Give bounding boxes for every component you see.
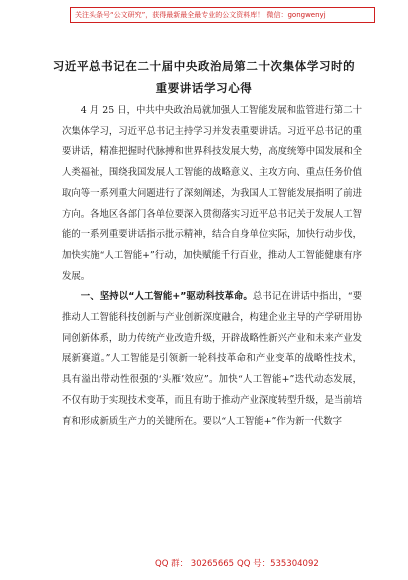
document-title-line-1: 习近平总书记在二十届中央政治局第二十次集体学习时的	[52, 59, 356, 73]
section-1-text: 总书记在讲话中指出，“要推动人工智能科技创新与产业创新深度融合，构建企业主导的产学研用协同创新体系，助力传统产业改造升级，开辟战略性新兴产业和未来产业发展新赛道。”人工智能是引领新一轮科技革命和产业变革的战略性技术，具有溢出带动性很强的‘头雁’效应”。加快“人工智能+”迭代动态发展，不仅有助于实现技术变革，而且有助于推动产业深度转型升级，是当前培育和形成新质生产力的关键所在。要以“人工智能+”作为新一代数字	[62, 291, 363, 427]
footer-qq-group: QQ 群： 30265665	[155, 559, 235, 569]
paragraph-section-1	[62, 287, 362, 432]
document-title-line-2: 重要讲话学习心得	[155, 81, 253, 95]
promo-banner: 关注头条号“公文研究”，获得最新最全最专业的公文资料库！ 微信：gongwenyj	[70, 7, 375, 23]
document-body	[62, 101, 362, 432]
paragraph-intro: 4 月 25 日，中共中央政治局就加强人工智能发展和监管进行第二十次集体学习，习近平总书记主持学习并发表重要讲话。习近平总书记的重要讲话，精准把握时代脉搏和世界科技发展大势，高度统筹中国发展和全人类福祉，围绕我国发展人工智能的战略意义、主攻方向、重点任务价值取向等一系列重大问题进行了深刻阐述，为我国人工智能发展指明了前进方向。各地区各部门各单位要深入贯彻落实习近平总书记关于发展人工智能的一系列重要讲话指示批示精神，结合自身单位实际，加快行动步伐，加快实施“人工智能+”行动，加快赋能千行百业，推动人工智能健康有序发展。	[62, 105, 363, 282]
section-heading-1: 一、坚持以“人工智能+”驱动科技革命。	[80, 291, 253, 303]
footer-qq-number: QQ 号：535304092	[237, 559, 319, 569]
